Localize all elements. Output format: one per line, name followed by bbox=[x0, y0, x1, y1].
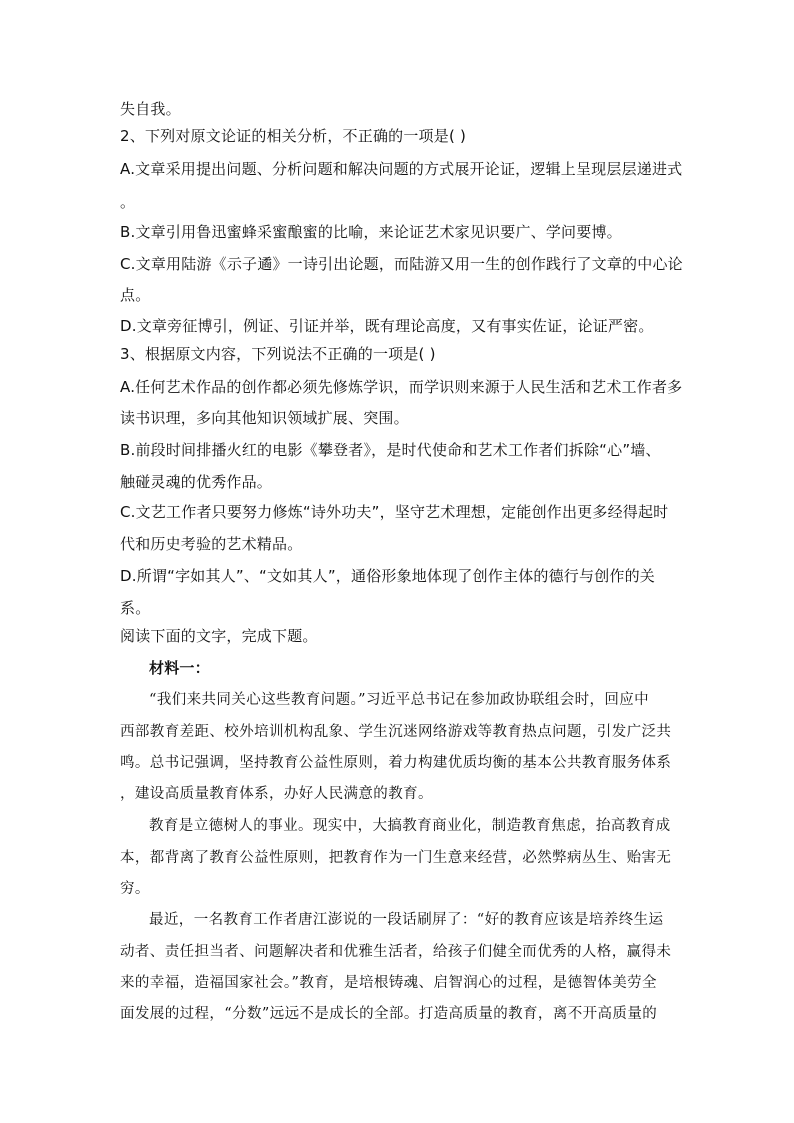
text-line: 代和历史考验的艺术精品。 bbox=[120, 535, 303, 553]
option-2a: A.文章采用提出问题、分析问题和解决问题的方式展开论证，逻辑上呈现层层递进式 bbox=[120, 160, 683, 178]
material-line: 面发展的过程，“分数”远远不是成长的全部。打造高质量的教育，离不开高质量的 bbox=[120, 1006, 658, 1022]
option-2c: C.文章用陆游《示子遹》一诗引出论题，而陆游又用一生的创作践行了文章的中心论 bbox=[120, 255, 683, 273]
material-line: 西部教育差距、校外培训机构乱象、学生沉迷网络游戏等教育热点问题，引发广泛共 bbox=[120, 724, 672, 740]
material-line: 来的幸福，造福国家社会。”教育，是培根铸魂、启智润心的过程，是德智体美劳全 bbox=[120, 975, 657, 991]
text-line: 读书识理，多向其他知识领域扩展、突围。 bbox=[120, 409, 409, 427]
text-line: 系。 bbox=[120, 599, 151, 617]
option-2d: D.文章旁征博引，例证、引证并举，既有理论高度，又有事实佐证，论证严密。 bbox=[120, 317, 654, 335]
text-line: 失自我。 bbox=[120, 100, 181, 118]
material-line: “我们来共同关心这些教育问题。”习近平总书记在参加政协联组会时，回应中 bbox=[149, 692, 650, 708]
material-line: 鸣。总书记强调，坚持教育公益性原则，着力构建优质均衡的基本公共教育服务体系 bbox=[120, 755, 672, 771]
text-line: 。 bbox=[120, 193, 136, 211]
material-line: 教育是立德树人的事业。现实中，大搞教育商业化，制造教育焦虑，抬高教育成 bbox=[149, 818, 671, 834]
option-2b: B.文章引用鲁迅蜜蜂采蜜酿蜜的比喻，来论证艺术家见识要广、学问要博。 bbox=[120, 223, 622, 241]
material-title: 材料一： bbox=[149, 659, 210, 677]
material-line: 最近，一名教育工作者唐江澎说的一段话刷屏了：“好的教育应该是培养终生运 bbox=[149, 912, 664, 928]
option-3b: B.前段时间排播火红的电影《攀登者》，是时代使命和艺术工作者们拆除“心”墙、 bbox=[120, 441, 661, 459]
option-3a: A.任何艺术作品的创作都必须先修炼学识，而学识则来源于人民生活和艺术工作者多 bbox=[120, 378, 683, 396]
question-2: 2、下列对原文论证的相关分析，不正确的一项是( ) bbox=[120, 127, 467, 145]
question-3: 3、根据原文内容，下列说法不正确的一项是( ) bbox=[120, 345, 436, 363]
text-line: 触碰灵魂的优秀作品。 bbox=[120, 473, 273, 491]
text-line: 点。 bbox=[120, 286, 151, 304]
material-line: ，建设高质量教育体系，办好人民满意的教育。 bbox=[120, 786, 433, 802]
material-line: 动者、责任担当者、问题解决者和优雅生活者，给孩子们健全而优秀的人格，赢得未 bbox=[120, 944, 672, 960]
option-3d: D.所谓“字如其人”、“文如其人”，通俗形象地体现了创作主体的德行与创作的关 bbox=[120, 567, 656, 585]
reading-instruction: 阅读下面的文字，完成下题。 bbox=[120, 627, 318, 645]
material-line: 本，都背离了教育公益性原则，把教育作为一门生意来经营，必然弊病丛生、贻害无 bbox=[120, 850, 672, 866]
option-3c: C.文艺工作者只要努力修炼“诗外功夫”，坚守艺术理想，定能创作出更多经得起时 bbox=[120, 503, 669, 521]
material-line: 穷。 bbox=[120, 881, 150, 897]
